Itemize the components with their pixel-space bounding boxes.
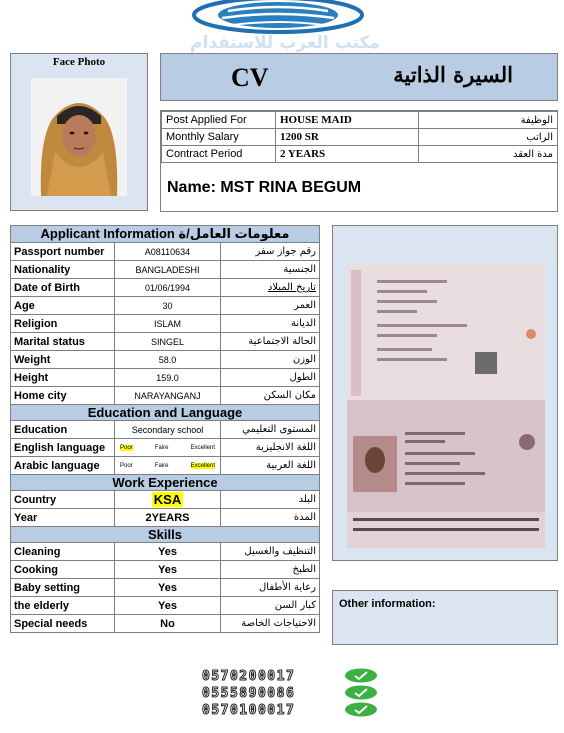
height-label: Height <box>11 369 115 387</box>
phone-number: 0555890086 <box>202 686 296 701</box>
table-row <box>11 509 320 527</box>
table-row <box>11 315 320 333</box>
cooking-value: Yes <box>115 561 221 579</box>
home-city-value: NARAYANGANJ <box>115 387 221 405</box>
table-row <box>11 261 320 279</box>
table-row <box>11 597 320 615</box>
marital-label-ar: الحالة الاجتماعية <box>221 333 320 351</box>
post-value: HOUSE MAID <box>276 112 419 129</box>
contract-label: Contract Period <box>162 146 276 163</box>
age-value: 30 <box>115 297 221 315</box>
table-row <box>11 615 320 633</box>
passport-scan-image <box>347 264 545 548</box>
salary-value: 1200 SR <box>276 129 419 146</box>
applicant-section-title: Applicant Information معلومات العامل/ة <box>11 226 320 243</box>
face-photo <box>31 78 127 196</box>
arabic-label: Arabic language <box>11 457 115 475</box>
arabic-excellent: Excellent <box>190 462 215 469</box>
country-cell <box>115 491 221 509</box>
education-section-title: Education and Language <box>11 405 320 421</box>
cv-title-ar: السيرة الذاتية <box>393 62 513 87</box>
age-label: Age <box>11 297 115 315</box>
arabic-faire: Faire <box>154 462 169 469</box>
education-label-ar: المستوى التعليمي <box>221 421 320 439</box>
table-row <box>11 457 320 475</box>
elderly-label: the elderly <box>11 597 115 615</box>
skills-section-title: Skills <box>11 527 320 543</box>
weight-label-ar: الوزن <box>221 351 320 369</box>
year-label-ar: المدة <box>221 509 320 527</box>
section-header <box>11 527 320 543</box>
applicant-info-table <box>10 225 320 633</box>
agency-name: مكتب العرب للاستقدام <box>190 33 380 53</box>
cleaning-value: Yes <box>115 543 221 561</box>
religion-label-ar: الديانة <box>221 315 320 333</box>
weight-value: 58.0 <box>115 351 221 369</box>
nationality-label-ar: الجنسية <box>221 261 320 279</box>
country-value: KSA <box>153 492 182 507</box>
section-header <box>11 405 320 421</box>
cooking-label-ar: الطبخ <box>221 561 320 579</box>
agency-logo <box>188 0 368 34</box>
table-row <box>11 439 320 457</box>
passport-panel <box>332 225 558 561</box>
table-row <box>11 297 320 315</box>
special-needs-label: Special needs <box>11 615 115 633</box>
table-row <box>11 579 320 597</box>
table-row <box>11 491 320 509</box>
phone-row <box>200 702 390 718</box>
contact-phones <box>200 668 390 724</box>
dob-label: Date of Birth <box>11 279 115 297</box>
phone-number: 0570200017 <box>202 669 296 684</box>
special-needs-value: No <box>115 615 221 633</box>
english-level <box>115 439 221 457</box>
height-value: 159.0 <box>115 369 221 387</box>
elderly-label-ar: كبار السن <box>221 597 320 615</box>
dob-label-ar: تاريخ الميلاد <box>221 279 320 297</box>
english-label-ar: اللغة الانجليزية <box>221 439 320 457</box>
religion-label: Religion <box>11 315 115 333</box>
cv-title-bar <box>160 53 558 101</box>
table-row <box>11 543 320 561</box>
post-row <box>162 112 558 129</box>
post-table <box>161 111 558 163</box>
arabic-level <box>115 457 221 475</box>
special-needs-label-ar: الاحتياجات الخاصة <box>221 615 320 633</box>
table-row <box>11 279 320 297</box>
salary-row <box>162 129 558 146</box>
face-photo-panel <box>10 53 148 211</box>
salary-label-ar: الراتب <box>419 129 558 146</box>
passport-label: Passport number <box>11 243 115 261</box>
english-faire: Faire <box>154 444 169 451</box>
table-row <box>11 387 320 405</box>
table-row <box>11 351 320 369</box>
education-label: Education <box>11 421 115 439</box>
baby-setting-value: Yes <box>115 579 221 597</box>
age-label-ar: العمر <box>221 297 320 315</box>
phone-row <box>200 668 390 684</box>
contract-value: 2 YEARS <box>276 146 419 163</box>
section-header <box>11 226 320 243</box>
home-city-label: Home city <box>11 387 115 405</box>
other-information-label: Other information: <box>339 598 436 610</box>
table-row <box>11 243 320 261</box>
baby-setting-label: Baby setting <box>11 579 115 597</box>
post-label: Post Applied For <box>162 112 276 129</box>
phone-row <box>200 685 390 701</box>
weight-label: Weight <box>11 351 115 369</box>
table-row <box>11 333 320 351</box>
face-photo-label: Face Photo <box>52 56 106 68</box>
contract-label-ar: مدة العقد <box>419 146 558 163</box>
nationality-value: BANGLADESHI <box>115 261 221 279</box>
dob-value: 01/06/1994 <box>115 279 221 297</box>
whatsapp-icon <box>344 668 378 683</box>
table-row <box>11 421 320 439</box>
contract-row <box>162 146 558 163</box>
baby-setting-label-ar: رعاية الأطفال <box>221 579 320 597</box>
table-row <box>11 561 320 579</box>
english-excellent: Excellent <box>190 444 215 451</box>
cleaning-label-ar: التنظيف والغسيل <box>221 543 320 561</box>
religion-value: ISLAM <box>115 315 221 333</box>
passport-value: A08110634 <box>115 243 221 261</box>
marital-value: SINGEL <box>115 333 221 351</box>
year-label: Year <box>11 509 115 527</box>
whatsapp-icon <box>344 685 378 700</box>
year-value: 2YEARS <box>115 509 221 527</box>
english-label: English language <box>11 439 115 457</box>
applicant-name: Name: MST RINA BEGUM <box>167 179 362 196</box>
english-poor: Poor <box>120 444 133 451</box>
arabic-label-ar: اللغة العربية <box>221 457 320 475</box>
post-info-panel <box>160 110 558 212</box>
other-information-panel <box>332 590 558 645</box>
home-city-label-ar: مكان السكن <box>221 387 320 405</box>
post-label-ar: الوظيفة <box>419 112 558 129</box>
cooking-label: Cooking <box>11 561 115 579</box>
section-header <box>11 475 320 491</box>
phone-number: 0570100017 <box>202 703 296 718</box>
nationality-label: Nationality <box>11 261 115 279</box>
whatsapp-icon <box>344 702 378 717</box>
salary-label: Monthly Salary <box>162 129 276 146</box>
arabic-poor: Poor <box>120 462 133 469</box>
cv-title-en: CV <box>231 63 269 92</box>
elderly-value: Yes <box>115 597 221 615</box>
education-value: Secondary school <box>115 421 221 439</box>
country-label: Country <box>11 491 115 509</box>
height-label-ar: الطول <box>221 369 320 387</box>
cleaning-label: Cleaning <box>11 543 115 561</box>
work-section-title: Work Experience <box>11 475 320 491</box>
table-row <box>11 369 320 387</box>
country-label-ar: البلد <box>221 491 320 509</box>
marital-label: Marital status <box>11 333 115 351</box>
passport-label-ar: رقم جواز سفر <box>221 243 320 261</box>
